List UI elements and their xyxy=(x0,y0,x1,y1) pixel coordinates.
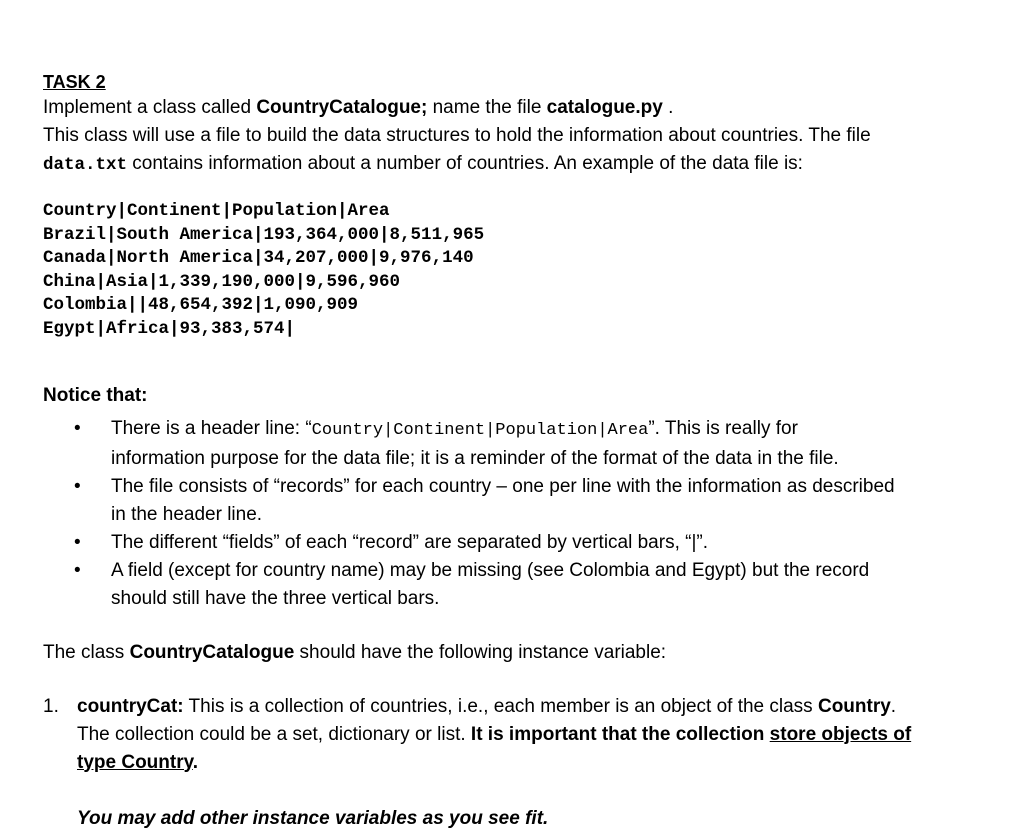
important-note-underlined: store objects of xyxy=(769,723,912,745)
data-file-name: data.txt xyxy=(43,155,128,175)
notice-item-fields xyxy=(43,529,1003,557)
class-description xyxy=(43,639,1003,667)
description-line-2-rest: contains information about a number of countries. An example of the data file is: xyxy=(127,153,803,174)
data-line: China|Asia|1,339,190,000|9,596,960 xyxy=(43,271,401,292)
description-line-1: This class will use a file to build the data structures to hold the information about countries. The file xyxy=(43,125,871,146)
notice-text: ”. This is really for xyxy=(648,417,798,439)
important-note: It is important that the collection xyxy=(470,723,770,745)
bullet-icon: • xyxy=(74,559,81,581)
bullet-icon: • xyxy=(74,475,81,497)
class-name: CountryCatalogue; xyxy=(256,97,428,118)
notice-item-records xyxy=(43,473,1003,529)
notice-list xyxy=(43,415,1003,613)
variable-name: countryCat: xyxy=(77,695,184,717)
data-file-example xyxy=(43,200,1003,342)
task-title: TASK 2 xyxy=(43,72,106,92)
bullet-icon: • xyxy=(74,417,81,439)
description-line-2 xyxy=(43,150,1003,179)
notice-heading: Notice that: xyxy=(43,384,148,406)
intro-suffix: . xyxy=(662,97,674,118)
notice-text: The file consists of “records” for each country – one per line with the information as described xyxy=(111,475,895,497)
intro-mid: name the file xyxy=(427,97,547,118)
bullet-icon: • xyxy=(74,531,81,553)
notice-text: There is a header line: “ xyxy=(111,417,312,439)
data-line: Country|Continent|Population|Area xyxy=(43,201,390,221)
class-desc-text: should have the following instance variable: xyxy=(294,641,667,663)
item-text: . xyxy=(890,695,897,717)
document-page xyxy=(43,70,1003,833)
item-text: . xyxy=(192,751,199,773)
item-text: This is a collection of countries, i.e., each member is an object of the class xyxy=(183,695,818,717)
notice-text: The different “fields” of each “record” are separated by vertical bars, “|”. xyxy=(111,531,709,553)
notice-text: information purpose for the data file; it is a reminder of the format of the data in the file. xyxy=(111,447,839,469)
notice-text: should still have the three vertical bars. xyxy=(111,587,440,609)
data-line: Egypt|Africa|93,383,574| xyxy=(43,318,296,339)
important-note-underlined: type Country xyxy=(77,751,193,773)
item-text: The collection could be a set, dictionary or list. xyxy=(77,723,471,745)
class-name: CountryCatalogue xyxy=(129,641,295,663)
file-name: catalogue.py xyxy=(546,97,663,118)
data-line: Colombia||48,654,392|1,090,909 xyxy=(43,295,359,316)
intro-line xyxy=(43,94,1003,122)
data-line: Brazil|South America|193,364,000|8,511,965 xyxy=(43,224,485,245)
header-line-code: Country|Continent|Population|Area xyxy=(311,420,649,440)
data-line: Canada|North America|34,207,000|9,976,140 xyxy=(43,248,474,269)
country-class-name: Country xyxy=(817,695,891,717)
class-desc-text: The class xyxy=(43,641,130,663)
intro-prefix: Implement a class called xyxy=(43,97,257,118)
notice-text: in the header line. xyxy=(111,503,263,525)
instance-variable-item xyxy=(43,693,1003,777)
notice-item-header-line xyxy=(43,415,1003,473)
notice-item-missing-field xyxy=(43,557,1003,613)
item-number: 1. xyxy=(43,695,59,717)
footer-note: You may add other instance variables as you see fit. xyxy=(77,807,549,829)
notice-text: A field (except for country name) may be missing (see Colombia and Egypt) but the record xyxy=(111,559,870,581)
